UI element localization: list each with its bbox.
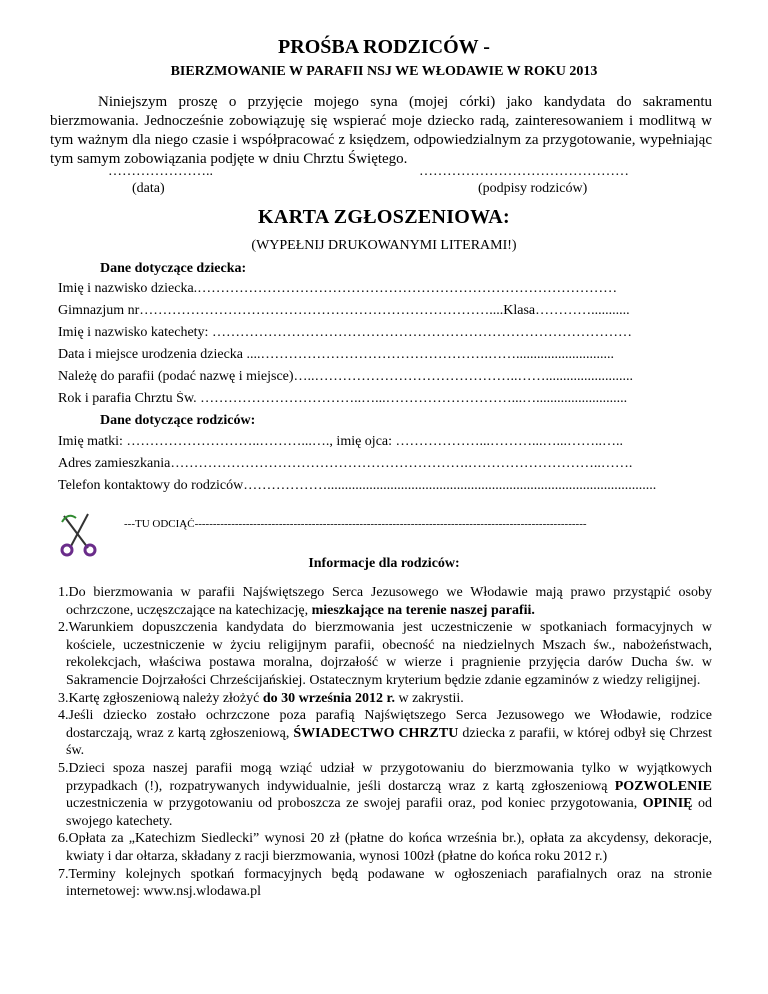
list-item: 1.Do bierzmowania w parafii Najświętszego Serca Jezusowego we Włodawie mają prawo przystąpić osoby ochrzczone, uczęszczające na katechizację, mieszkające na terenie naszej parafii. xyxy=(58,585,712,618)
info-heading: Informacje dla rodziców: xyxy=(308,556,460,571)
phone-field[interactable]: Telefon kontaktowy do rodziców……………….............................................................................................. xyxy=(58,478,657,493)
list-item: 2.Warunkiem dopuszczenia kandydata do bierzmowania jest uczestniczenie w spotkaniach formacyjnych w kościele, uczestniczenie w życiu religijnym parafii, obecność na niedzielnych Mszach św., nabożeństwach, rekolekcjach, właściwa postawa moralna, dojrzałość w wierze i pragnienie przyjęcia darów Ducha św. w Sakramencie Dojrzałości Chrześcijańskiej. Ostatecznym kryterium będzie zdanie egzaminów z wiedzy religijnej. xyxy=(58,620,712,688)
info-list xyxy=(58,584,712,901)
scissors-icon xyxy=(58,508,102,558)
baptism-field[interactable]: Rok i parafia Chrztu Św. ……………………………..…...………………………...….......................... xyxy=(58,391,628,406)
cut-line xyxy=(58,508,758,558)
intro-paragraph: Niniejszym proszę o przyjęcie mojego syna (mojej córki) jako kandydata do sakramentu bierzmowania. Jednocześnie zobowiązuję się wspierać moje dziecko radą, zainteresowaniem i modlitwą w tym ważnym dla niego czasie i współpracować z księdzem, odpowiedzialnym za przygotowanie, wypełniając tym samym zobowiązania podjęte w dniu Chrztu Świętego. xyxy=(50,94,712,167)
list-item: 6.Opłata za „Katechizm Siedlecki” wynosi 20 zł (płatne do końca września br.), opłata za akcydensy, dekoracje, kwiaty i dar ołtarza, składany z racji bierzmowania, wynosi 100zł (płatne do końca roku 2012 r.) xyxy=(58,831,712,864)
parents-signature-line: ……………………………………… xyxy=(419,164,629,179)
list-item: 5.Dzieci spoza naszej parafii mogą wziąć udział w przygotowaniu do bierzmowania tylko w wyjątkowych przypadkach (!), rozpatrywanych indywidualnie, jeśli dostarczą wraz z kartą zgłoszeniową POZWOLENIE uczestniczenia w przygotowaniu od proboszcza ze swojej parafii oraz, pod koniec przygotowania, OPINIĘ od swojego katechety. xyxy=(58,760,713,829)
birth-field[interactable]: Data i miejsce urodzenia dziecka ....………………………………………….……............................ xyxy=(58,347,615,362)
form-instruction: (WYPEŁNIJ DRUKOWANYMI LITERAMI!) xyxy=(251,238,517,253)
date-signature-line: ………………….. xyxy=(108,164,213,179)
parents-names-field[interactable]: Imię matki: ………………………..………...…., imię ojca: ………………...………...…...……..….. xyxy=(58,434,624,449)
cut-line-text: ---TU ODCIĄĆ----------------------------------------------------------------------------------------------------------- xyxy=(124,518,587,530)
address-field[interactable]: Adres zamieszkania……………………………………………………….………………………..……. xyxy=(58,456,633,471)
list-item: 7.Terminy kolejnych spotkań formacyjnych będą podawane w ogłoszeniach parafialnych oraz na stronie internetowej: www.nsj.wlodawa.pl xyxy=(58,866,712,900)
document-subtitle: BIERZMOWANIE W PARAFII NSJ WE WŁODAWIE W ROKU 2013 xyxy=(170,64,598,79)
catechist-field[interactable]: Imię i nazwisko katechety: ……………………………………………………………………………… xyxy=(58,325,632,340)
date-label: (data) xyxy=(132,181,165,196)
school-field[interactable]: Gimnazjum nr…………………………………………………………………....Klasa…………........... xyxy=(58,303,630,318)
document-title: PROŚBA RODZICÓW - xyxy=(278,36,490,58)
parish-field[interactable]: Należę do parafii (podać nazwę i miejsce)…..……………………………………..……......................... xyxy=(58,369,634,384)
parents-signature-label: (podpisy rodziców) xyxy=(478,181,588,196)
parents-section-heading: Dane dotyczące rodziców: xyxy=(100,413,256,428)
child-name-field[interactable]: Imię i nazwisko dziecka.……………………………………………………………………………… xyxy=(58,281,618,296)
child-section-heading: Dane dotyczące dziecka: xyxy=(100,261,247,276)
list-item: 3.Kartę zgłoszeniową należy złożyć do 30 września 2012 r. w zakrystii. xyxy=(58,690,464,706)
form-title: KARTA ZGŁOSZENIOWA: xyxy=(258,206,510,228)
list-item: 4.Jeśli dziecko zostało ochrzczone poza parafią Najświętszego Serca Jezusowego we Włodawie, rodzice dostarczają, wraz z kartą zgłoszeniową, ŚWIADECTWO CHRZTU dziecka z parafii, w której odbył się Chrzest św. xyxy=(58,708,713,759)
